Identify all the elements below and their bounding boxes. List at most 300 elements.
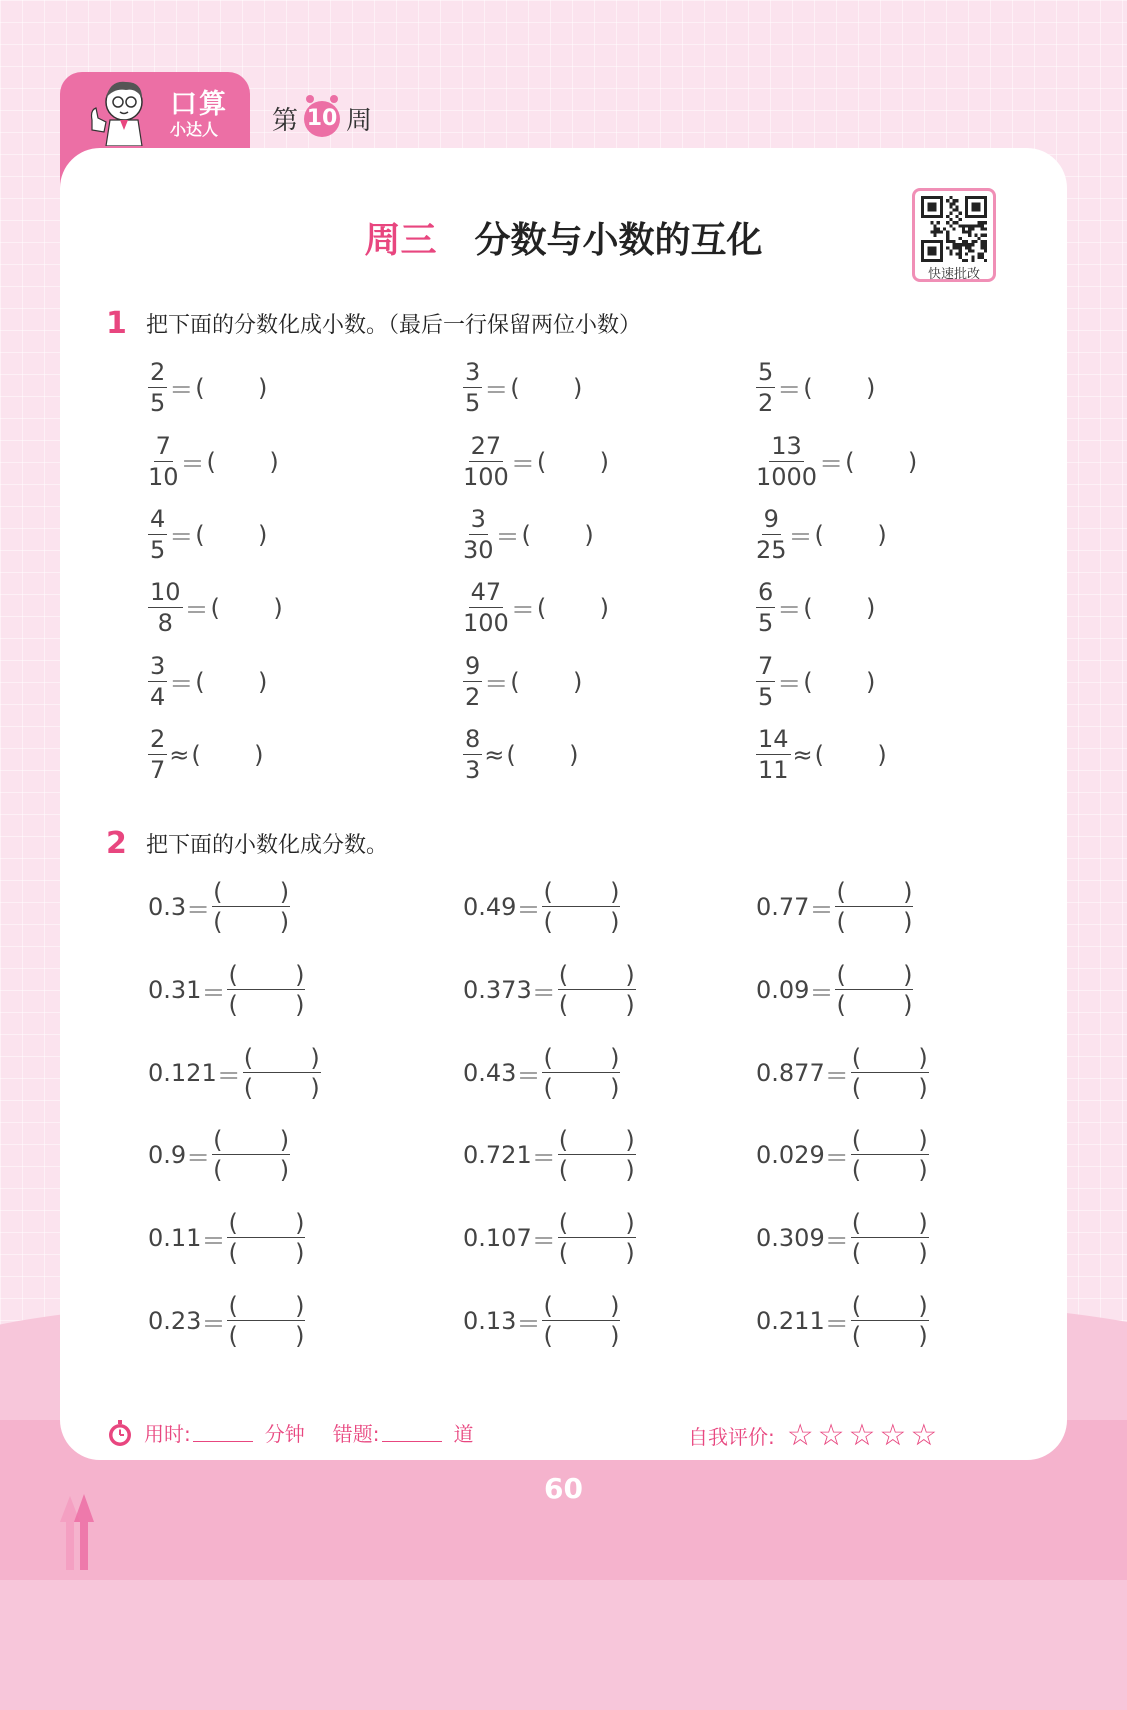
fraction xyxy=(148,507,167,562)
qr-module xyxy=(959,237,962,240)
answer-fraction-blank[interactable] xyxy=(835,880,913,934)
qr-module xyxy=(968,224,971,227)
numerator-blank[interactable] xyxy=(851,1046,929,1073)
decimal-exercise xyxy=(756,1294,929,1348)
qr-module xyxy=(971,256,974,259)
answer-blank[interactable]: ( ) xyxy=(521,520,594,549)
qr-module xyxy=(956,199,959,202)
decimal-exercise xyxy=(463,1211,636,1265)
arrow-decoration-icon xyxy=(54,1492,100,1570)
answer-fraction-blank[interactable] xyxy=(212,880,290,934)
qr-module xyxy=(949,212,952,215)
page-number: 60 xyxy=(544,1472,583,1505)
qr-module xyxy=(952,240,955,243)
fraction xyxy=(148,654,167,709)
denominator: 7 xyxy=(150,756,166,784)
fraction xyxy=(148,727,167,782)
paren-open: ( xyxy=(836,961,846,989)
fraction-exercise xyxy=(463,434,609,489)
qr-module xyxy=(971,259,974,262)
decimal-value: 0.107 xyxy=(463,1224,532,1252)
answer-blank[interactable]: ( ) xyxy=(506,740,579,769)
fraction xyxy=(148,580,183,635)
week-suffix: 周 xyxy=(346,106,373,136)
fraction-exercise xyxy=(148,434,279,489)
denominator-blank[interactable] xyxy=(558,990,636,1017)
equals-sign: ＝ xyxy=(531,1143,556,1172)
denominator-blank[interactable] xyxy=(542,907,620,934)
brand-title: 口算 xyxy=(170,89,228,120)
qr-module xyxy=(949,240,952,243)
decimal-value: 0.121 xyxy=(148,1059,217,1087)
title-day: 周三 xyxy=(364,220,437,261)
paren-close: ) xyxy=(918,1044,928,1072)
paren-close: ) xyxy=(610,1044,620,1072)
answer-blank[interactable]: ( ) xyxy=(510,667,583,696)
paren-close: ) xyxy=(903,908,913,936)
answer-fraction-blank[interactable] xyxy=(851,1128,929,1182)
paren-open: ( xyxy=(228,1209,238,1237)
paren-close: ) xyxy=(918,1292,928,1320)
numerator-blank[interactable] xyxy=(212,1128,290,1155)
numerator: 27 xyxy=(470,432,502,460)
paren-close: ) xyxy=(903,961,913,989)
qr-module xyxy=(971,202,980,211)
numerator: 7 xyxy=(758,652,774,680)
paren-open: ( xyxy=(213,878,223,906)
denominator-blank[interactable] xyxy=(542,1073,620,1100)
denominator: 100 xyxy=(463,463,509,491)
numerator-blank[interactable] xyxy=(835,963,913,990)
paren-close: ) xyxy=(625,991,635,1019)
paren-open: ( xyxy=(836,991,846,1019)
decimal-exercise xyxy=(148,1046,321,1100)
denominator: 4 xyxy=(150,683,166,711)
section-1-number: 1 xyxy=(106,306,127,341)
denominator-blank[interactable] xyxy=(227,1321,305,1348)
equals-sign: ＝ xyxy=(824,1226,849,1255)
qr-module xyxy=(962,259,965,262)
numerator: 7 xyxy=(155,432,171,460)
relation-sign: ＝ xyxy=(495,523,520,551)
answer-fraction-blank[interactable] xyxy=(851,1211,929,1265)
paren-open: ( xyxy=(543,1292,553,1320)
denominator-blank[interactable] xyxy=(227,990,305,1017)
denominator-blank[interactable] xyxy=(558,1238,636,1265)
relation-sign: ＝ xyxy=(510,596,535,624)
qr-module xyxy=(934,224,937,227)
answer-fraction-blank[interactable] xyxy=(227,1211,305,1265)
footer-stats xyxy=(106,1418,474,1447)
equals-sign: ＝ xyxy=(531,1226,556,1255)
numerator-blank[interactable] xyxy=(542,1046,620,1073)
denominator-blank[interactable] xyxy=(212,907,290,934)
qr-module xyxy=(968,231,971,234)
equals-sign: ＝ xyxy=(824,1143,849,1172)
section-1-instruction: 把下面的分数化成小数。（最后一行保留两位小数） xyxy=(146,313,642,338)
paren-close: ) xyxy=(918,1074,928,1102)
fraction-exercise xyxy=(148,580,283,635)
relation-sign: ＝ xyxy=(169,523,194,551)
numerator: 8 xyxy=(465,725,481,753)
decimal-value: 0.11 xyxy=(148,1224,202,1252)
decimal-exercise xyxy=(756,963,913,1017)
paren-open: ( xyxy=(228,961,238,989)
fraction-exercise xyxy=(756,507,887,562)
paren-close: ) xyxy=(610,878,620,906)
paren-open: ( xyxy=(558,1156,569,1184)
qr-module xyxy=(962,227,965,230)
qr-module xyxy=(952,246,955,249)
qr-module xyxy=(968,249,971,252)
numerator-blank[interactable] xyxy=(558,1211,636,1238)
qr-module xyxy=(984,249,987,252)
qr-module xyxy=(930,221,933,224)
qr-module xyxy=(937,221,940,224)
denominator-blank[interactable] xyxy=(243,1073,321,1100)
qr-module xyxy=(965,243,968,246)
relation-sign: ＝ xyxy=(777,670,802,698)
paren-open: ( xyxy=(851,1074,862,1102)
denominator: 5 xyxy=(758,609,774,637)
numerator: 6 xyxy=(758,578,774,606)
equals-sign: ＝ xyxy=(186,895,211,924)
answer-blank[interactable]: ( ) xyxy=(845,447,918,476)
denominator: 5 xyxy=(150,389,166,417)
qr-module xyxy=(962,224,965,227)
answer-fraction-blank[interactable] xyxy=(243,1046,321,1100)
qr-module xyxy=(965,240,968,243)
denominator-blank[interactable] xyxy=(851,1155,929,1182)
qr-module xyxy=(956,221,959,224)
qr-module xyxy=(984,227,987,230)
decimal-exercise xyxy=(148,1128,290,1182)
qr-module xyxy=(946,215,949,218)
fraction xyxy=(756,507,787,562)
answer-blank[interactable]: ( ) xyxy=(195,520,268,549)
equals-sign: ＝ xyxy=(824,1309,849,1338)
numerator-blank[interactable] xyxy=(542,1294,620,1321)
fraction-exercise xyxy=(756,654,875,709)
time-unit: 分钟 xyxy=(264,1422,305,1446)
paren-close: ) xyxy=(295,961,305,989)
answer-blank[interactable]: ( ) xyxy=(814,520,887,549)
paren-close: ) xyxy=(610,1322,620,1350)
equals-sign: ＝ xyxy=(516,895,541,924)
errors-label: 错题: xyxy=(332,1422,380,1446)
qr-module xyxy=(952,227,955,230)
answer-fraction-blank[interactable] xyxy=(212,1128,290,1182)
qr-module xyxy=(962,243,965,246)
answer-blank[interactable]: ( ) xyxy=(536,447,609,476)
equals-sign: ＝ xyxy=(809,895,834,924)
errors-input-line[interactable] xyxy=(382,1423,442,1442)
qr-module xyxy=(946,240,949,243)
qr-module xyxy=(952,243,955,246)
paren-open: ( xyxy=(543,1044,553,1072)
denominator: 100 xyxy=(463,609,509,637)
qr-module xyxy=(978,221,981,224)
paren-open: ( xyxy=(851,1156,862,1184)
qr-code-box[interactable] xyxy=(912,188,996,282)
qr-module xyxy=(962,240,965,243)
errors-unit: 道 xyxy=(453,1422,474,1446)
answer-blank[interactable]: ( ) xyxy=(803,373,876,402)
paren-open: ( xyxy=(558,961,569,989)
denominator-blank[interactable] xyxy=(851,1073,929,1100)
stopwatch-icon xyxy=(106,1419,134,1447)
paren-close: ) xyxy=(625,961,635,989)
answer-fraction-blank[interactable] xyxy=(542,880,620,934)
relation-sign: ＝ xyxy=(169,670,194,698)
qr-module xyxy=(981,221,984,224)
paren-open: ( xyxy=(213,1156,223,1184)
fraction-exercise xyxy=(148,507,267,562)
answer-blank[interactable]: ( ) xyxy=(191,740,264,769)
denominator-blank[interactable] xyxy=(227,1238,305,1265)
denominator: 5 xyxy=(465,389,481,417)
fraction-exercise xyxy=(463,360,582,415)
fraction xyxy=(463,654,482,709)
paren-close: ) xyxy=(918,1126,928,1154)
decimal-exercise xyxy=(463,1046,620,1100)
qr-module xyxy=(952,202,955,205)
decimal-value: 0.3 xyxy=(148,893,187,921)
title-topic: 分数与小数的互化 xyxy=(474,220,763,261)
answer-fraction-blank[interactable] xyxy=(851,1294,929,1348)
answer-blank[interactable]: ( ) xyxy=(195,667,268,696)
decimal-value: 0.09 xyxy=(756,976,810,1004)
fraction-exercise xyxy=(463,580,609,635)
decimal-exercise xyxy=(148,963,305,1017)
paren-close: ) xyxy=(625,1156,635,1184)
paren-close: ) xyxy=(295,1292,305,1320)
qr-module xyxy=(934,231,937,234)
answer-fraction-blank[interactable] xyxy=(227,1294,305,1348)
qr-module xyxy=(965,231,968,234)
numerator-blank[interactable] xyxy=(851,1128,929,1155)
paren-close: ) xyxy=(918,1156,928,1184)
qr-module xyxy=(984,243,987,246)
denominator-blank[interactable] xyxy=(558,1155,636,1182)
numerator-blank[interactable] xyxy=(558,963,636,990)
paren-close: ) xyxy=(610,908,620,936)
numerator-blank[interactable] xyxy=(835,880,913,907)
brand-subtitle: 小达人 xyxy=(170,120,219,139)
fraction-exercise xyxy=(463,507,594,562)
paren-open: ( xyxy=(543,908,553,936)
fraction xyxy=(463,434,509,489)
answer-fraction-blank[interactable] xyxy=(558,1211,636,1265)
qr-module xyxy=(949,224,952,227)
paren-open: ( xyxy=(243,1074,254,1102)
denominator: 2 xyxy=(758,389,774,417)
paren-open: ( xyxy=(543,878,553,906)
answer-blank[interactable]: ( ) xyxy=(206,447,279,476)
numerator: 47 xyxy=(470,578,502,606)
answer-blank[interactable]: ( ) xyxy=(195,373,268,402)
qr-module xyxy=(946,246,949,249)
decimal-value: 0.877 xyxy=(756,1059,825,1087)
numerator-blank[interactable] xyxy=(227,1294,305,1321)
answer-blank[interactable]: ( ) xyxy=(803,667,876,696)
relation-sign: ≈ xyxy=(484,740,505,769)
fraction-exercise xyxy=(756,580,875,635)
paren-close: ) xyxy=(279,1156,290,1184)
denominator-blank[interactable] xyxy=(835,907,913,934)
paren-open: ( xyxy=(558,1126,569,1154)
paren-close: ) xyxy=(295,1209,305,1237)
answer-blank[interactable]: ( ) xyxy=(814,740,887,769)
qr-code-icon xyxy=(921,196,987,262)
numerator-blank[interactable] xyxy=(851,1294,929,1321)
denominator: 10 xyxy=(148,463,179,491)
numerator: 10 xyxy=(150,578,181,606)
equals-sign: ＝ xyxy=(516,1309,541,1338)
paren-open: ( xyxy=(558,991,569,1019)
paren-open: ( xyxy=(228,991,238,1019)
fraction xyxy=(463,580,509,635)
decimal-value: 0.373 xyxy=(463,976,532,1004)
section-2-number: 2 xyxy=(106,826,127,861)
self-eval-label: 自我评价: xyxy=(688,1425,775,1449)
decimal-exercise xyxy=(148,1294,305,1348)
decimal-value: 0.77 xyxy=(756,893,810,921)
equals-sign: ＝ xyxy=(516,1061,541,1090)
section-2-header xyxy=(106,826,388,861)
time-input-line[interactable] xyxy=(193,1423,253,1442)
denominator-blank[interactable] xyxy=(851,1238,929,1265)
qr-module xyxy=(952,199,955,202)
paren-open: ( xyxy=(851,1322,862,1350)
paren-open: ( xyxy=(243,1044,254,1072)
qr-module xyxy=(965,246,968,249)
qr-module xyxy=(968,243,971,246)
paren-open: ( xyxy=(851,1292,862,1320)
fraction-exercise xyxy=(148,727,264,782)
qr-module xyxy=(978,256,981,259)
answer-fraction-blank[interactable] xyxy=(558,1128,636,1182)
answer-blank[interactable]: ( ) xyxy=(510,373,583,402)
fraction-exercise xyxy=(148,654,267,709)
answer-fraction-blank[interactable] xyxy=(227,963,305,1017)
fraction-exercise xyxy=(756,727,887,782)
decimal-value: 0.721 xyxy=(463,1141,532,1169)
numerator-blank[interactable] xyxy=(542,880,620,907)
decimal-value: 0.43 xyxy=(463,1059,517,1087)
answer-fraction-blank[interactable] xyxy=(835,963,913,1017)
qr-module xyxy=(956,246,959,249)
answer-blank[interactable]: ( ) xyxy=(536,593,609,622)
answer-fraction-blank[interactable] xyxy=(542,1294,620,1348)
numerator: 2 xyxy=(150,358,166,386)
qr-module xyxy=(956,209,959,212)
numerator: 4 xyxy=(150,505,166,533)
paren-close: ) xyxy=(903,991,913,1019)
qr-module xyxy=(968,234,971,237)
decimal-exercise xyxy=(756,1128,929,1182)
numerator-blank[interactable] xyxy=(243,1046,321,1073)
qr-module xyxy=(981,224,984,227)
relation-sign: ＝ xyxy=(484,376,509,404)
fraction xyxy=(463,507,494,562)
qr-module xyxy=(956,215,959,218)
numerator: 5 xyxy=(758,358,774,386)
numerator-blank[interactable] xyxy=(558,1128,636,1155)
numerator-blank[interactable] xyxy=(212,880,290,907)
qr-module xyxy=(956,253,959,256)
fraction xyxy=(756,727,791,782)
qr-module xyxy=(978,253,981,256)
paren-close: ) xyxy=(279,908,290,936)
answer-fraction-blank[interactable] xyxy=(542,1046,620,1100)
equals-sign: ＝ xyxy=(531,978,556,1007)
fraction xyxy=(148,434,179,489)
paren-close: ) xyxy=(295,1322,305,1350)
relation-sign: ＝ xyxy=(484,670,509,698)
rating-stars[interactable]: ☆☆☆☆☆ xyxy=(786,1418,942,1453)
qr-module xyxy=(978,224,981,227)
denominator-blank[interactable] xyxy=(542,1321,620,1348)
equals-sign: ＝ xyxy=(216,1061,241,1090)
decimal-exercise xyxy=(463,963,636,1017)
answer-fraction-blank[interactable] xyxy=(851,1046,929,1100)
answer-blank[interactable]: ( ) xyxy=(803,593,876,622)
answer-blank[interactable]: ( ) xyxy=(210,593,283,622)
qr-module xyxy=(959,212,962,215)
denominator-blank[interactable] xyxy=(851,1321,929,1348)
qr-module xyxy=(952,221,955,224)
qr-module xyxy=(946,237,949,240)
relation-sign: ＝ xyxy=(788,523,813,551)
paren-close: ) xyxy=(295,1239,305,1267)
numerator: 9 xyxy=(763,505,779,533)
paren-close: ) xyxy=(295,991,305,1019)
qr-module xyxy=(956,243,959,246)
paren-open: ( xyxy=(228,1292,238,1320)
paren-close: ) xyxy=(310,1044,320,1072)
denominator-blank[interactable] xyxy=(835,990,913,1017)
fraction-exercise xyxy=(148,360,267,415)
qr-module xyxy=(962,231,965,234)
qr-module xyxy=(934,234,937,237)
qr-module xyxy=(971,249,974,252)
paren-open: ( xyxy=(851,1044,862,1072)
qr-module xyxy=(943,227,946,230)
paren-close: ) xyxy=(279,1126,290,1154)
answer-fraction-blank[interactable] xyxy=(558,963,636,1017)
section-2-instruction: 把下面的小数化成分数。 xyxy=(146,833,389,858)
denominator: 25 xyxy=(756,536,787,564)
decimal-exercise xyxy=(463,1128,636,1182)
paren-close: ) xyxy=(625,1209,635,1237)
qr-module xyxy=(984,246,987,249)
paren-close: ) xyxy=(310,1074,320,1102)
paren-open: ( xyxy=(851,1239,862,1267)
denominator-blank[interactable] xyxy=(212,1155,290,1182)
qr-module xyxy=(971,243,974,246)
numerator-blank[interactable] xyxy=(851,1211,929,1238)
section-1-header xyxy=(106,306,641,341)
fraction xyxy=(756,360,775,415)
qr-module xyxy=(981,234,984,237)
numerator-blank[interactable] xyxy=(227,963,305,990)
fraction xyxy=(756,434,817,489)
time-label: 用时: xyxy=(144,1422,191,1446)
numerator-blank[interactable] xyxy=(227,1211,305,1238)
numerator: 9 xyxy=(465,652,481,680)
paren-open: ( xyxy=(558,1209,569,1237)
